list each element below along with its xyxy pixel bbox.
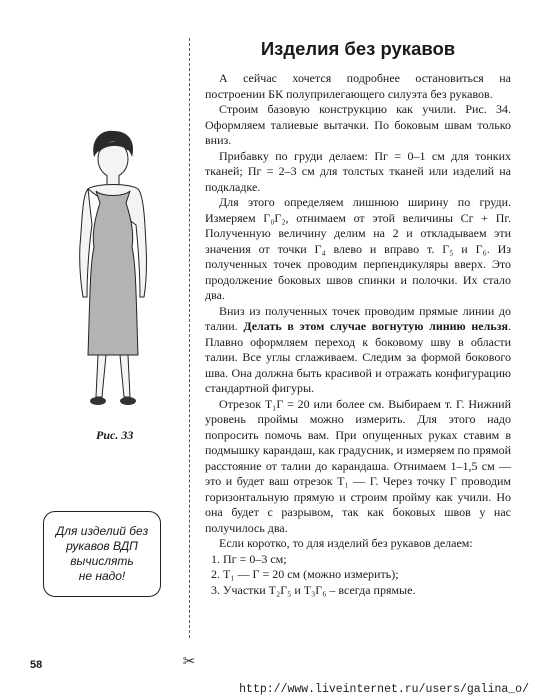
note-line: не надо!	[78, 569, 126, 583]
figure-illustration	[50, 125, 180, 415]
note-line: Для изделий без	[55, 524, 149, 538]
paragraph: Прибавку по груди делаем: Пг = 0–1 см для тонких тканей; Пг = 2–3 см для толстых тканей или изделий на подкладке.	[205, 148, 511, 194]
page-number: 58	[30, 659, 43, 671]
note-line: вычислять	[70, 554, 134, 568]
paragraph-text: . Плавно оформляем переход к боковому шву в области талии. Все углы сглаживаем. Следим за формой бокового шва. Она должна быть красивой и отражать конфигурацию стандартной фигуры.	[205, 319, 512, 395]
paragraph: Если коротко, то для изделий без рукавов делаем:	[219, 536, 473, 550]
cut-line	[189, 38, 190, 638]
list-item: 2. Т₁ — Г = 20 см (можно измерить);	[223, 567, 511, 583]
paragraph: А сейчас хочется подробнее остановиться на построении БК полуприлегающего силуэта без рукавов.	[205, 71, 511, 101]
paragraph: Отрезок Т₁Г = 20 или более см. Выбираем т. Г. Нижний уровень проймы можно измерить. Для этого надо попросить помочь вам. При опущенных руках ставим в подмышку карандаш, как градусник, и измеряем по прямой расстояние от талии до карандаша. Отнимаем 1–1,5 см — это и будет ваш отрезок Т₁ — Г. Через точку Г проводим горизонтальную прямую и строим пройму как учили. Но она будет с разрывом, так как боковых швов у нас получилось два.	[205, 396, 511, 535]
bold-warning: Делать в этом случае вогнутую линию нельзя	[243, 319, 509, 333]
paragraph: Для этого определяем лишнюю ширину по груди. Измеряем Г₀Г₂, отнимаем от этой величины Сг + Пг. Полученную величину делим на 2 и откладываем эти значения от точки Г₄ влево и вправо т. Г₅ и Г₆. Из полученных точек проводим перпендикуляры вверх. Это продолжение боковых швов спинки и полочки. Их стало два.	[205, 195, 511, 302]
woman-dress-figure	[50, 125, 180, 415]
list-item: 1. Пг = 0–3 см;	[223, 552, 511, 568]
paragraph-text: Вниз из полученных точек проводим прямые линии до талии.	[205, 303, 511, 333]
article-body	[205, 71, 511, 598]
article-title: Изделия без рукавов	[260, 38, 456, 59]
paragraph	[205, 304, 511, 397]
note-line: рукавов ВДП	[66, 539, 138, 553]
list-item: 3. Участки Т₂Г₅ и Т₃Г₆ – всегда прямые.	[223, 583, 511, 599]
paragraph: Строим базовую конструкцию как учили. Рис. 34. Оформляем талиевые вытачки. По боковым швам только вниз.	[205, 102, 511, 147]
summary-list	[205, 552, 511, 599]
figure-caption: Рис. 33	[96, 428, 134, 442]
note-box	[43, 511, 161, 597]
source-url: http://www.liveinternet.ru/users/galina_o/	[239, 683, 529, 696]
scissors-icon: ✂	[182, 652, 196, 670]
